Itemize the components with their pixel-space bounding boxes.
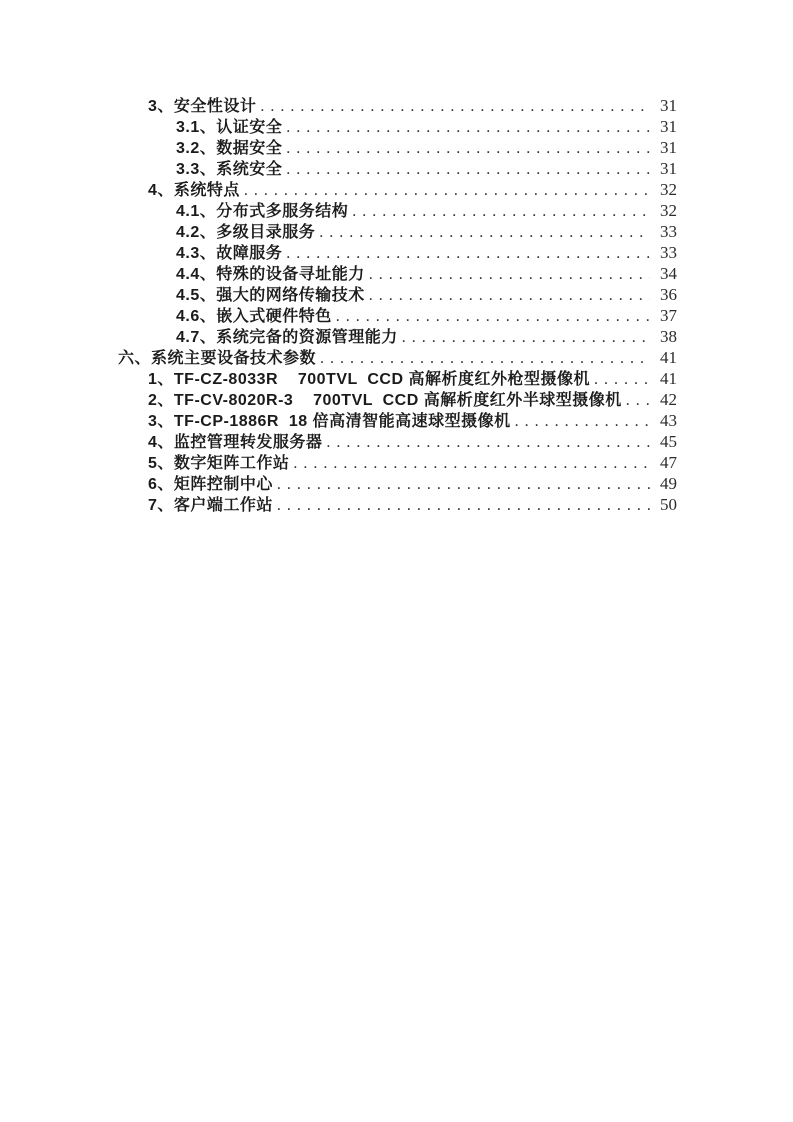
toc-entry-page-number: 45 [660, 432, 677, 451]
toc-entry-page-number: 49 [660, 474, 677, 493]
toc-entry-title: 4.3、故障服务 [176, 245, 283, 262]
toc-entry[interactable] [118, 389, 677, 410]
toc-entry[interactable] [118, 284, 677, 305]
toc-entry-title: 1、TF-CZ-8033R 700TVL CCD 高解析度红外枪型摄像机 [148, 371, 590, 388]
toc-entry-title: 2、TF-CV-8020R-3 700TVL CCD 高解析度红外半球型摄像机 [148, 392, 622, 409]
toc-dot-leader [256, 96, 650, 116]
toc-entry[interactable] [118, 116, 677, 137]
toc-entry[interactable] [118, 242, 677, 263]
toc-entry[interactable] [118, 137, 677, 158]
toc-dot-leader [273, 495, 650, 515]
toc-dot-leader [332, 306, 650, 326]
toc-entry[interactable] [118, 452, 677, 473]
toc-entry-title: 4.1、分布式多服务结构 [176, 203, 349, 220]
toc-entry[interactable] [118, 494, 677, 515]
toc-entry-title: 3、安全性设计 [148, 98, 257, 115]
toc-entry-page-number: 50 [660, 495, 677, 514]
toc-entry[interactable] [118, 410, 677, 431]
toc-entry-title: 3.1、认证安全 [176, 119, 283, 136]
toc-dot-leader [315, 222, 650, 242]
toc-entry-page-number: 31 [660, 138, 677, 157]
toc-entry-page-number: 32 [660, 201, 677, 220]
toc-entry-title: 3.3、系统安全 [176, 161, 283, 178]
toc-entry-title: 3.2、数据安全 [176, 140, 283, 157]
toc-entry-page-number: 33 [660, 222, 677, 241]
toc-entry-page-number: 41 [660, 369, 677, 388]
toc-entry-title: 4.5、强大的网络传输技术 [176, 287, 365, 304]
toc-entry-title: 4.4、特殊的设备寻址能力 [176, 266, 365, 283]
toc-entry-page-number: 41 [660, 348, 677, 367]
toc-entry[interactable] [118, 431, 677, 452]
toc-entry-title: 3、TF-CP-1886R 18 倍高清智能高速球型摄像机 [148, 413, 511, 430]
toc-entry-page-number: 34 [660, 264, 677, 283]
toc-entry-page-number: 33 [660, 243, 677, 262]
toc-entry[interactable] [118, 305, 677, 326]
toc-dot-leader [316, 348, 650, 368]
toc-dot-leader [240, 180, 650, 200]
toc-entry-page-number: 37 [660, 306, 677, 325]
toc-dot-leader [348, 201, 650, 221]
toc-entry-title: 4、系统特点 [148, 182, 240, 199]
toc-entry-page-number: 38 [660, 327, 677, 346]
toc-dot-leader [289, 453, 650, 473]
toc-entry-page-number: 31 [660, 117, 677, 136]
toc-entry-title: 4、监控管理转发服务器 [148, 434, 323, 451]
toc-dot-leader [282, 117, 650, 137]
toc-dot-leader [622, 390, 650, 410]
toc-dot-leader [365, 285, 650, 305]
toc-entry-title: 4.7、系统完备的资源管理能力 [176, 329, 398, 346]
toc-entry-page-number: 36 [660, 285, 677, 304]
toc-entry[interactable] [118, 200, 677, 221]
toc-entry-title: 六、系统主要设备技术参数 [118, 350, 317, 367]
toc-entry[interactable] [118, 326, 677, 347]
toc-entry[interactable] [118, 95, 677, 116]
toc-dot-leader [590, 369, 650, 389]
toc-entry-title: 7、客户端工作站 [148, 497, 273, 514]
toc-entry[interactable] [118, 179, 677, 200]
toc-dot-leader [282, 138, 650, 158]
toc-entry[interactable] [118, 473, 677, 494]
toc-entry[interactable] [118, 368, 677, 389]
toc-dot-leader [511, 411, 650, 431]
toc-entry-page-number: 31 [660, 159, 677, 178]
toc-entry-page-number: 31 [660, 96, 677, 115]
toc-entry-title: 6、矩阵控制中心 [148, 476, 273, 493]
toc-entry-page-number: 43 [660, 411, 677, 430]
toc-entry[interactable] [118, 221, 677, 242]
toc-dot-leader [322, 432, 650, 452]
toc-dot-leader [282, 243, 650, 263]
toc-dot-leader [273, 474, 650, 494]
toc-entry[interactable] [118, 263, 677, 284]
toc-entry-page-number: 47 [660, 453, 677, 472]
toc-entry-title: 4.6、嵌入式硬件特色 [176, 308, 332, 325]
toc-entry-title: 5、数字矩阵工作站 [148, 455, 290, 472]
toc-entry[interactable] [118, 158, 677, 179]
toc-dot-leader [365, 264, 650, 284]
toc-entry-title: 4.2、多级目录服务 [176, 224, 316, 241]
toc-entry-page-number: 32 [660, 180, 677, 199]
toc-dot-leader [282, 159, 650, 179]
toc-entry[interactable] [118, 347, 677, 368]
table-of-contents [118, 95, 677, 515]
toc-entry-page-number: 42 [660, 390, 677, 409]
toc-dot-leader [398, 327, 650, 347]
